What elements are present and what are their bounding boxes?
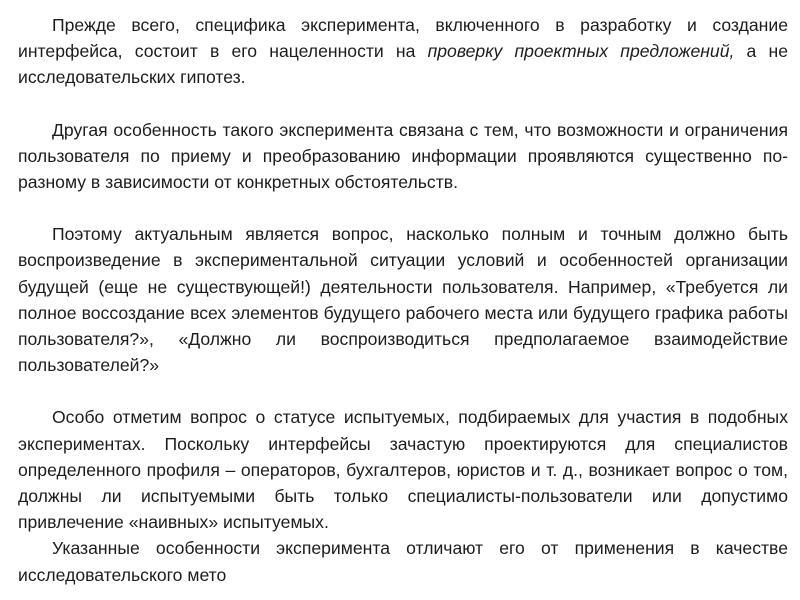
paragraph-text: а не исследовательских гипотез.: [18, 41, 788, 88]
paragraph-design-proposals: [18, 12, 788, 91]
paragraph-user-capabilities: Другая особенность такого эксперимента связана с тем, что возможности и ограничения пользователя по приему и преобразованию информации проявляются существенно по-разному в зависимости от конкретных обстоятельств.: [18, 119, 788, 193]
paragraph-subject-status: Особо отметим вопрос о статусе испытуемых, подбираемых для участия в подобных экспериментах. Поскольку интерфейсы зачастую проектируются для специалистов определенного профиля – операторов, бухгалтеров, юристов и т. д., возникает вопрос о том, должны ли испытуемыми быть только специалисты-пользователи или допустимо привлечение «наивных» испытуемых.: [18, 407, 788, 533]
paragraph-reproduction-question: Поэтому актуальным является вопрос, насколько полным и точным должно быть воспроизведение в экспериментальной ситуации условий и особенностей организации будущей (еще не существующей!) деятельности пользователя. Например, «Требуется ли полное воссоздание всех элементов будущего рабочего места или будущего графика работы пользователя?», «Должно ли воспроизводиться предполагаемое взаимодействие пользователей?»: [18, 224, 788, 376]
emphasized-text: проверку проектных предложений,: [427, 41, 735, 62]
document-body: [18, 12, 788, 588]
paragraph-text: Прежде всего, специфика эксперимента, включенного в разработку и создание интерфейса, состоит в его нацеленности на: [18, 15, 788, 62]
paragraph-experiment-features: Указанные особенности эксперимента отличают его от применения в качестве исследовательского мето: [18, 538, 788, 585]
